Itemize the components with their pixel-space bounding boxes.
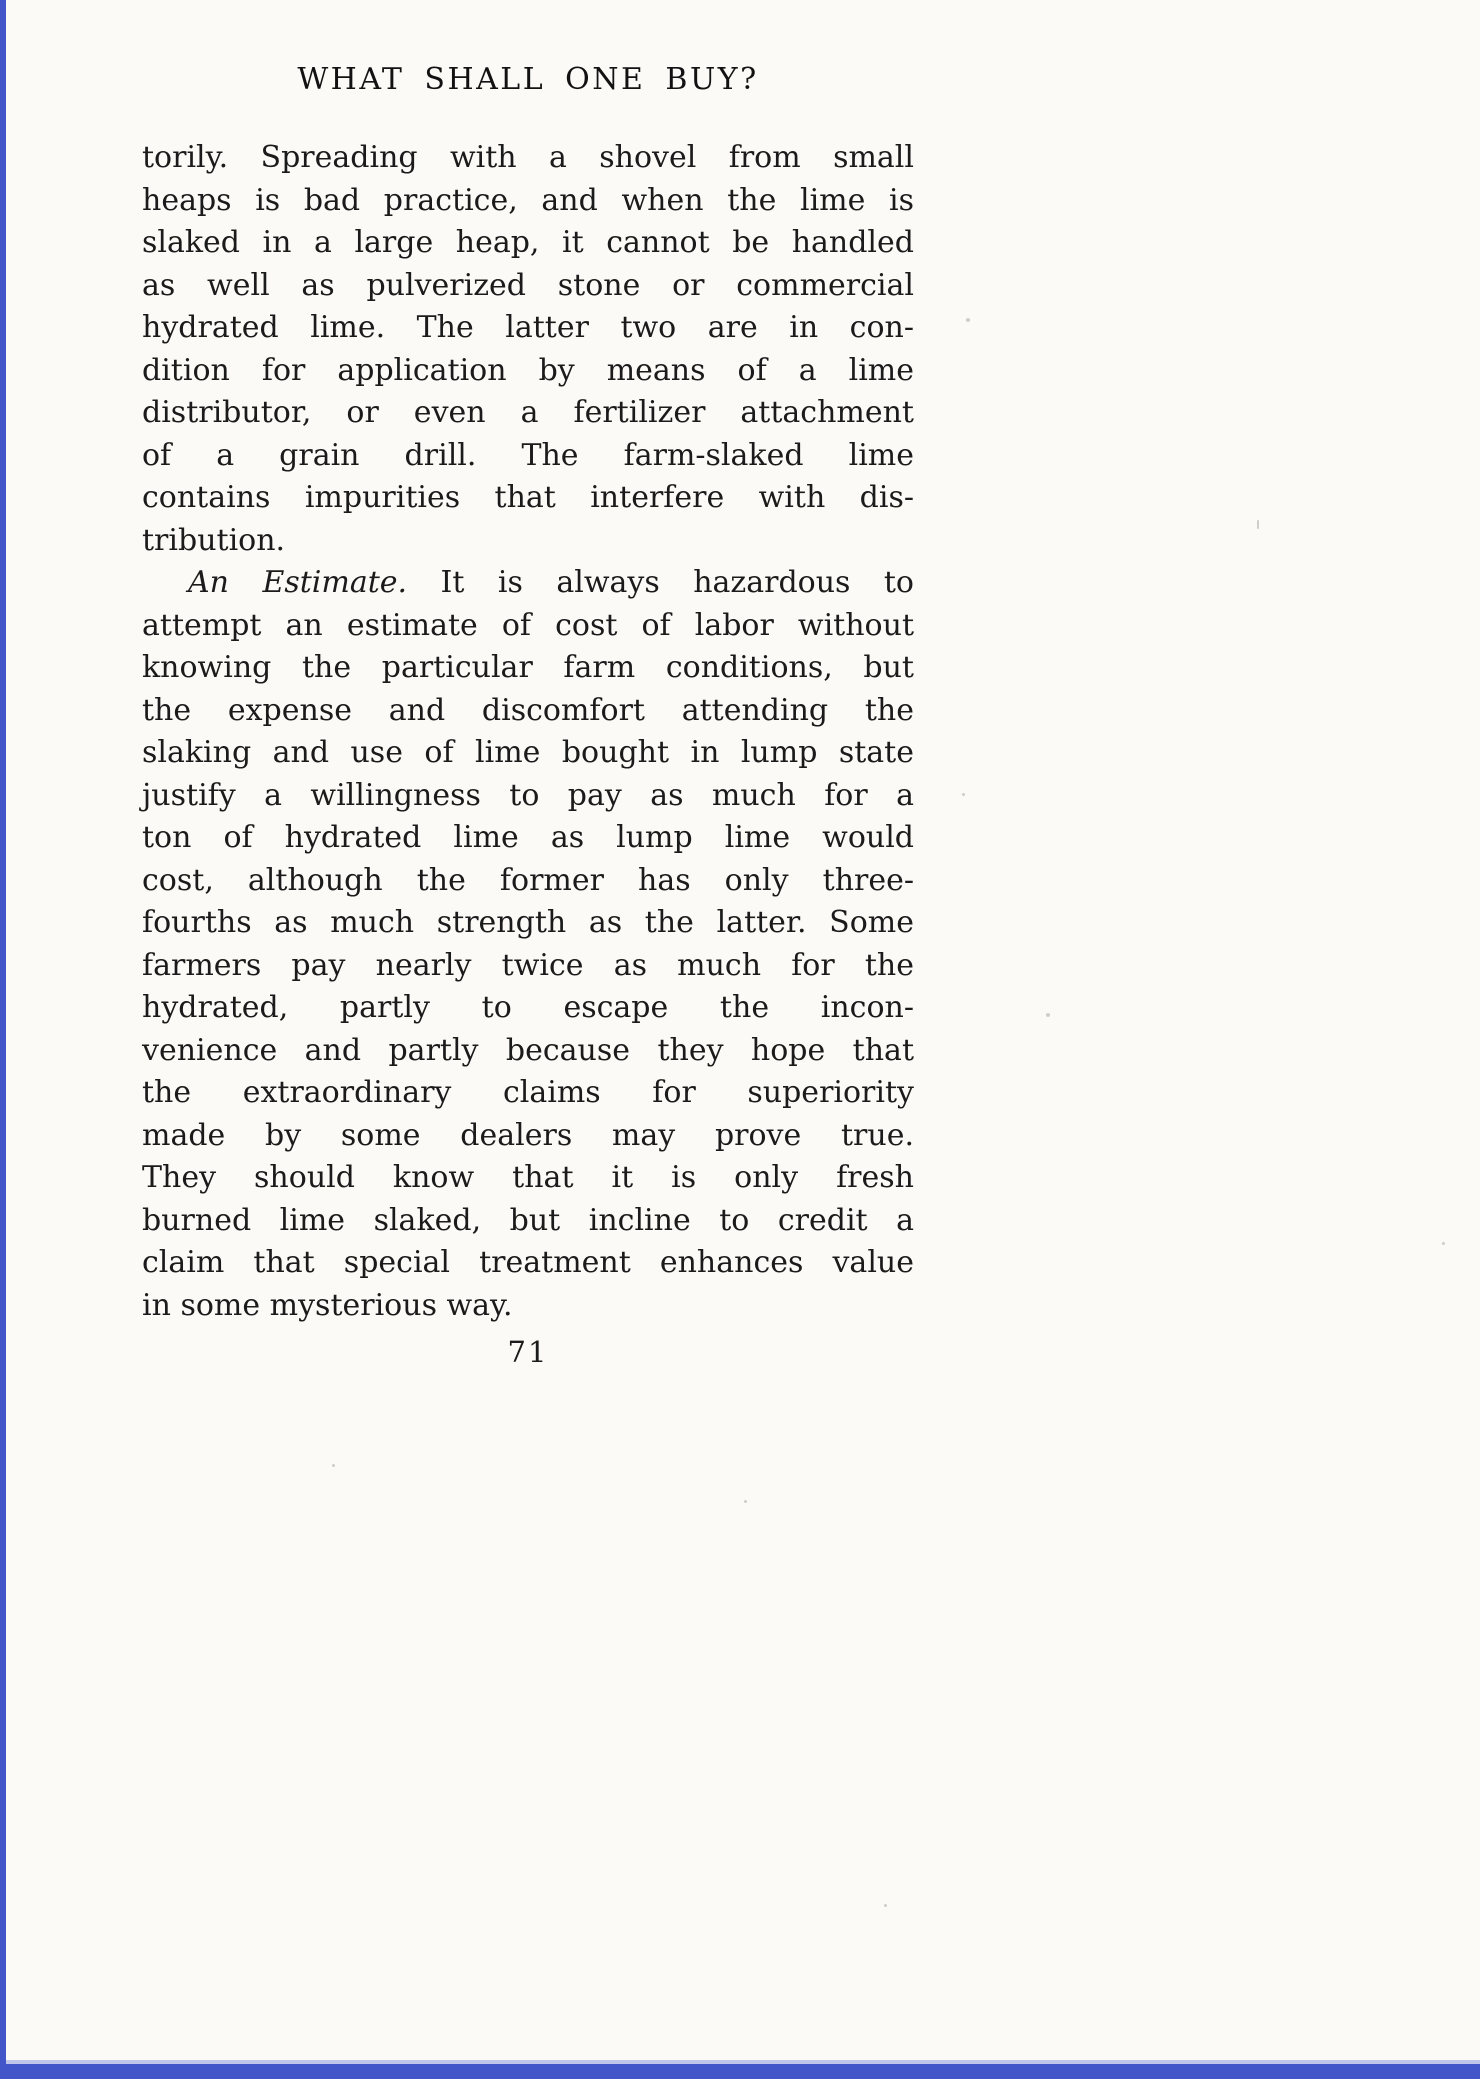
scan-speck <box>744 1500 747 1503</box>
text-line: made by some dealers may prove true. <box>142 1117 914 1153</box>
text-line: dition for application by means of a lime <box>142 352 914 388</box>
scan-edge-bottom <box>0 2064 1480 2079</box>
text-line: tribution. <box>142 522 286 558</box>
scan-speck <box>332 1464 335 1467</box>
scan-speck <box>1442 1242 1445 1245</box>
text-line: knowing the particular farm conditions, but <box>142 650 914 685</box>
text-column <box>142 62 914 1369</box>
running-header: WHAT SHALL ONE BUY? <box>297 62 759 97</box>
paragraph-spreading <box>142 137 914 562</box>
scan-speck <box>1257 520 1259 529</box>
text-line: burned lime slaked, but incline to credit a <box>142 1202 914 1238</box>
text-line: hydrated, partly to escape the incon- <box>142 990 914 1025</box>
text-run: It is always hazardous to <box>440 565 914 600</box>
text-line: of a grain drill. The farm-slaked lime <box>142 437 914 473</box>
text-line: distributor, or even a fertilizer attachment <box>142 395 914 430</box>
scan-speck <box>962 793 965 796</box>
text-line: in some mysterious way. <box>142 1287 513 1323</box>
text-line: the expense and discomfort attending the <box>142 692 914 728</box>
text-line: as well as pulverized stone or commercial <box>142 267 914 303</box>
text-line: contains impurities that interfere with dis- <box>142 480 914 515</box>
text-line: the extraordinary claims for superiority <box>142 1075 914 1110</box>
paragraph-an-estimate <box>142 562 914 1327</box>
text-line: slaking and use of lime bought in lump state <box>142 735 914 770</box>
text-line: attempt an estimate of cost of labor without <box>142 607 914 643</box>
page-body <box>142 137 914 1327</box>
text-line: They should know that it is only fresh <box>142 1160 914 1195</box>
text-line: claim that special treatment enhances value <box>142 1245 914 1280</box>
text-line: ton of hydrated lime as lump lime would <box>142 820 914 855</box>
text-line: cost, although the former has only three- <box>142 862 914 898</box>
text-line: venience and partly because they hope that <box>142 1032 914 1068</box>
text-line: farmers pay nearly twice as much for the <box>142 947 914 983</box>
text-line: justify a willingness to pay as much for a <box>142 777 914 813</box>
scan-speck <box>1046 1013 1050 1017</box>
scan-speck <box>884 1904 887 1907</box>
run-in-heading: An Estimate. <box>188 565 408 600</box>
text-line: slaked in a large heap, it cannot be handled <box>142 225 914 260</box>
text-line: hydrated lime. The latter two are in con- <box>142 310 914 345</box>
page-number: 71 <box>507 1335 549 1369</box>
text-line: fourths as much strength as the latter. Some <box>142 905 914 940</box>
text-line: heaps is bad practice, and when the lime is <box>142 182 914 218</box>
scan-edge-left <box>0 0 6 2079</box>
scan-speck <box>966 318 970 322</box>
text-line: torily. Spreading with a shovel from small <box>142 140 914 175</box>
text-line <box>142 562 914 605</box>
